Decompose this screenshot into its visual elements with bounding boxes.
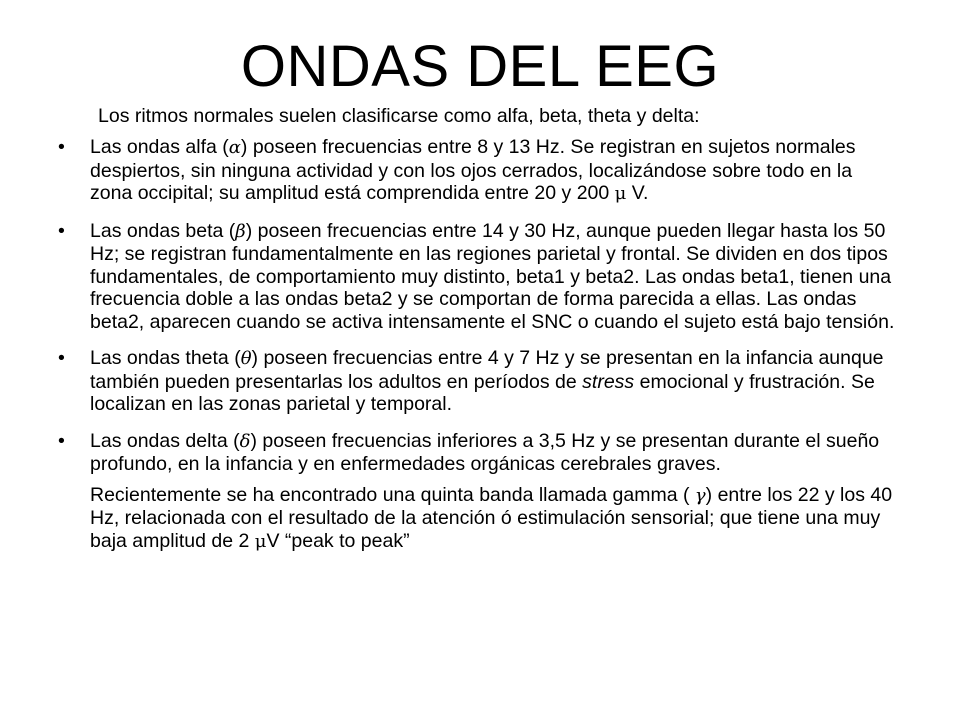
delta-text-2: ) poseen frecuencias inferiores a 3,5 Hz y se presentan durante el sueño profundo, en la infancia y en enfermedades orgánicas cerebrales graves. [90, 429, 880, 475]
alpha-text-3: V. [626, 182, 649, 204]
gamma-mu-symbol: μ [254, 530, 267, 552]
bullet-alpha [58, 136, 898, 206]
bullet-marker: • [58, 347, 65, 369]
gamma-symbol: γ [694, 484, 706, 506]
delta-symbol: δ [239, 430, 251, 452]
gamma-text-1: Recientemente se ha encontrado una quinta banda llamada gamma ( [90, 483, 695, 506]
bullet-marker: • [58, 136, 65, 158]
beta-symbol: β [235, 220, 246, 242]
gamma-text-3: V “peak to peak” [266, 529, 410, 552]
bullet-theta [58, 347, 898, 416]
intro-text: Los ritmos normales suelen clasificarse como alfa, beta, theta y delta: [98, 105, 700, 127]
bullet-beta [58, 220, 898, 334]
slide-title: ONDAS DEL EEG [240, 34, 720, 99]
theta-text-2: ) poseen frecuencias entre 4 y 7 Hz y se presentan en la infancia aunque también pueden presentarlas los adultos en períodos de [90, 347, 884, 393]
theta-text-3: emocional y frustración. Se localizan en las zonas parietal y temporal. [90, 370, 875, 415]
alpha-text-1: Las ondas alfa ( [90, 136, 229, 158]
beta-text-2: ) poseen frecuencias entre 14 y 30 Hz, aunque pueden llegar hasta los 50 Hz; se registran fundamentalmente en las regiones parietal y frontal. Se dividen en dos tipos fundamentales, de comportamiento muy distinto, beta1 y beta2. Las ondas beta1, tienen una frecuencia doble a las ondas beta2 y se comportan de forma parecida a ellas. Las ondas beta2, aparecen cuando se activa intensamente el SNC o cuando el sujeto está bajo tensión. [90, 219, 895, 333]
bullet-marker: • [58, 429, 65, 452]
gamma-paragraph-block [58, 484, 898, 554]
beta-paragraph [90, 220, 898, 334]
bullet-delta [58, 430, 898, 476]
theta-paragraph [90, 347, 898, 416]
alpha-mu-symbol: μ [614, 183, 627, 204]
alpha-paragraph [90, 136, 898, 206]
delta-paragraph [90, 430, 898, 476]
delta-text-1: Las ondas delta ( [90, 429, 240, 452]
theta-text-1: Las ondas theta ( [90, 347, 241, 369]
bullet-marker: • [58, 219, 65, 242]
theta-symbol: θ [240, 348, 252, 369]
alpha-text-2: ) poseen frecuencias entre 8 y 13 Hz. Se registran en sujetos normales despiertos, sin ninguna actividad y con los ojos cerrados, localizándose sobre todo en la zona occipital; su amplitud está comprendida entre 20 y 200 [90, 136, 856, 204]
gamma-text-2: ) entre los 22 y los 40 Hz, relacionada con el resultado de la atención ó estimulación sensorial; que tiene una muy baja amplitud de 2 [90, 483, 893, 552]
theta-stress-word: stress [582, 370, 635, 393]
gamma-paragraph [90, 484, 898, 554]
slide-body [58, 136, 898, 567]
beta-text-1: Las ondas beta ( [90, 219, 236, 242]
alpha-symbol: α [228, 137, 241, 158]
